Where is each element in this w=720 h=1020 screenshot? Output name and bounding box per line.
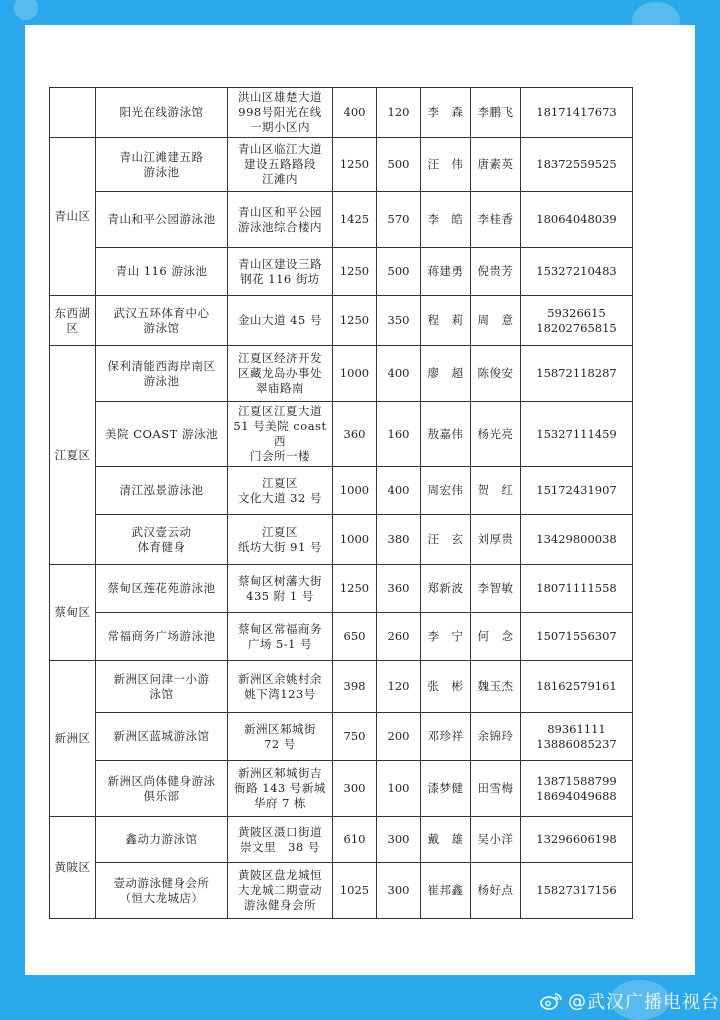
pool-name-cell-line: 武汉壹云动 [131,524,192,539]
phone-cell [521,613,633,661]
pool-name-cell-line: 常福商务广场游泳池 [107,629,216,643]
person2-cell: 田雪梅 [471,761,521,817]
weibo-icon [540,992,562,1010]
address-cell-line: 青山区建设三路 [238,256,322,271]
pool-name-cell-line: 俱乐部 [143,788,180,803]
person1-cell: 李 宁 [421,613,471,661]
pool-name-cell [96,515,228,565]
phone-cell [521,713,633,761]
area-cell: 1025 [333,863,377,919]
pool-name-cell-line: 壹动游泳健身会所 [113,875,210,890]
phone-cell-line: 18162579161 [536,679,617,693]
address-cell-line: 蔡甸区树藩大街 [238,573,322,588]
phone-cell-line: 18372559525 [536,157,617,171]
capacity-cell: 380 [377,515,421,565]
table-row [50,761,633,817]
phone-cell [521,515,633,565]
area-cell: 1000 [333,346,377,402]
person1-cell: 张 彬 [421,661,471,713]
address-cell-line: 纸坊大街 91 号 [238,539,322,554]
phone-cell-line: 15172431907 [536,483,617,497]
pool-name-cell-line: 清江泓景游泳池 [119,483,204,497]
district-cell: 蔡甸区 [50,565,96,661]
phone-cell [521,565,633,613]
person2-cell: 何 念 [471,613,521,661]
pool-name-cell [96,192,228,248]
person2-cell: 唐素英 [471,138,521,192]
address-cell [228,713,333,761]
district-cell: 东西湖区 [50,296,96,346]
address-cell [228,346,333,402]
address-cell-line: 门会所一楼 [250,449,310,463]
phone-cell [521,817,633,863]
address-cell [228,515,333,565]
table-row [50,248,633,296]
pool-name-cell-line: 新洲区问津一小游 [113,671,210,686]
pool-name-cell [96,661,228,713]
area-cell: 1000 [333,515,377,565]
address-cell-line: 新洲区余姚村余 [238,671,322,686]
person2-cell: 余锦玲 [471,713,521,761]
address-cell-line: 新洲区邾城街 [244,721,316,736]
pool-name-cell-line: 体育健身 [137,539,186,554]
table-row [50,817,633,863]
table-row [50,613,633,661]
phone-cell-line: 15327111459 [536,426,617,441]
phone-cell-line: 15071556307 [536,629,617,643]
capacity-cell: 500 [377,138,421,192]
address-cell-line: 区藏龙岛办事处 [238,366,322,380]
pool-name-cell-line: 保利清能西海岸南区 [107,358,216,373]
pool-name-cell-line: 游泳池 [143,164,180,179]
table-row [50,88,633,138]
phone-cell-line: 15327210483 [536,264,617,278]
address-cell-line: 青山区临江大道 [238,142,322,156]
phone-cell [521,88,633,138]
capacity-cell: 200 [377,713,421,761]
pool-name-cell-line: 青山 116 游泳池 [115,264,208,278]
address-cell [228,565,333,613]
address-cell [228,863,333,919]
watermark-at: @ [568,990,587,1012]
address-cell-line: 衙路 143 号新城 [234,781,326,795]
capacity-cell: 400 [377,346,421,402]
watermark-source: 武汉广播电视台 [587,992,720,1013]
address-cell-line: 蔡甸区常福商务 [238,621,322,636]
address-cell-line: 游泳健身会所 [244,898,316,912]
address-cell-line: 翠庙路南 [256,381,304,395]
person2-cell: 魏玉杰 [471,661,521,713]
capacity-cell: 400 [377,467,421,515]
address-cell-line: 金山大道 45 号 [238,313,322,327]
phone-cell [521,296,633,346]
phone-cell [521,467,633,515]
area-cell: 1250 [333,296,377,346]
phone-cell [521,192,633,248]
table-row [50,515,633,565]
table-body [50,88,633,919]
person1-cell: 周宏伟 [421,467,471,515]
address-cell-line: 江夏区 [262,524,298,539]
table-row [50,402,633,467]
address-cell [228,192,333,248]
phone-cell [521,863,633,919]
address-cell-line: 江滩内 [262,172,298,186]
address-cell-line: 广场 5-1 号 [247,636,313,651]
capacity-cell: 160 [377,402,421,467]
phone-cell [521,248,633,296]
pool-name-cell [96,565,228,613]
pool-name-cell-line: 蔡甸区莲花苑游泳池 [107,581,216,595]
address-cell-line: 洪山区雄楚大道 [238,90,322,104]
area-cell: 1250 [333,138,377,192]
capacity-cell: 300 [377,863,421,919]
area-cell: 398 [333,661,377,713]
capacity-cell: 120 [377,88,421,138]
address-cell [228,402,333,467]
person1-cell: 李 皓 [421,192,471,248]
address-cell-line: 黄陂区滠口街道 [238,824,322,839]
pool-name-cell [96,863,228,919]
table-row [50,661,633,713]
person2-cell: 陈俊安 [471,346,521,402]
address-cell-line: 72 号 [264,736,296,751]
pool-table [49,87,633,919]
area-cell: 1425 [333,192,377,248]
address-cell [228,88,333,138]
table-row [50,192,633,248]
address-cell-line: 钢花 116 街坊 [240,271,320,286]
phone-cell-line: 13871588799 [536,773,617,788]
area-cell: 650 [333,613,377,661]
person1-cell: 敖嘉伟 [421,402,471,467]
area-cell: 1000 [333,467,377,515]
pool-name-cell [96,613,228,661]
table-row [50,346,633,402]
area-cell: 610 [333,817,377,863]
pool-name-cell [96,761,228,817]
document-page [25,25,695,975]
capacity-cell: 360 [377,565,421,613]
pool-name-cell-line: 武汉五环体育中心 [113,305,210,320]
person2-cell: 周 意 [471,296,521,346]
pool-name-cell [96,88,228,138]
address-cell-line: 建设五路路段 [244,157,316,171]
phone-cell [521,346,633,402]
person1-cell: 廖 超 [421,346,471,402]
pool-name-cell-line: 新洲区尚体健身游泳 [107,773,216,788]
district-cell: 黄陂区 [50,817,96,919]
address-cell-line: 新洲区邾城街吉 [238,766,322,780]
phone-cell-line: 13429800038 [536,532,617,546]
person1-cell: 邓珍祥 [421,713,471,761]
decor-bubble [14,0,38,20]
person2-cell: 刘厚贵 [471,515,521,565]
capacity-cell: 350 [377,296,421,346]
person1-cell: 程 莉 [421,296,471,346]
table-row [50,863,633,919]
phone-cell-line: 15827317156 [536,883,617,897]
address-cell-line: 崇文里 38 号 [240,839,320,854]
address-cell-line: 姚下湾123号 [244,686,316,701]
person1-cell: 汪 伟 [421,138,471,192]
phone-cell-line: 18202765815 [536,320,617,335]
address-cell [228,613,333,661]
address-cell-line: 998号阳光在线 [238,105,322,119]
address-cell [228,761,333,817]
phone-cell [521,402,633,467]
table-row [50,565,633,613]
phone-cell-line: 18694049688 [536,788,617,803]
address-cell-line: 江夏区 [262,475,298,490]
person1-cell: 李 森 [421,88,471,138]
person1-cell: 郑新波 [421,565,471,613]
person1-cell: 漆梦健 [421,761,471,817]
address-cell-line: 华府 7 栋 [253,796,307,810]
person1-cell: 崔邦鑫 [421,863,471,919]
person2-cell: 吴小洋 [471,817,521,863]
district-cell [50,88,96,138]
phone-cell-line: 59326615 [547,305,606,320]
address-cell-line: 游泳池综合楼内 [238,219,322,234]
address-cell [228,138,333,192]
person2-cell: 李智敏 [471,565,521,613]
person1-cell: 戴 雄 [421,817,471,863]
person1-cell: 蒋建勇 [421,248,471,296]
area-cell: 1250 [333,248,377,296]
pool-name-cell-line: 游泳馆 [143,320,180,335]
address-cell [228,296,333,346]
phone-cell-line: 18064048039 [536,212,617,226]
pool-name-cell [96,713,228,761]
district-cell: 新洲区 [50,661,96,817]
phone-cell-line: 13296606198 [536,832,617,846]
capacity-cell: 570 [377,192,421,248]
area-cell: 1250 [333,565,377,613]
pool-name-cell-line: 青山江滩建五路 [119,149,204,164]
address-cell-line: 江夏区经济开发 [238,351,322,365]
phone-cell-line: 89361111 [547,721,606,736]
person2-cell: 贺 红 [471,467,521,515]
table-row [50,467,633,515]
phone-cell-line: 18071111558 [536,581,617,595]
person1-cell: 汪 玄 [421,515,471,565]
district-cell: 江夏区 [50,346,96,565]
pool-name-cell [96,346,228,402]
address-cell [228,661,333,713]
address-cell-line: 江夏区江夏大道 [238,404,322,418]
pool-name-cell [96,402,228,467]
pool-name-cell-line: 游泳池 [143,373,180,388]
pool-name-cell [96,817,228,863]
address-cell [228,467,333,515]
capacity-cell: 300 [377,817,421,863]
phone-cell-line: 13886085237 [536,736,617,751]
area-cell: 750 [333,713,377,761]
address-cell-line: 435 附 1 号 [246,588,314,603]
pool-name-cell-line: 鑫动力游泳馆 [125,832,198,846]
phone-cell-line: 18171417673 [536,105,617,119]
capacity-cell: 260 [377,613,421,661]
phone-cell [521,761,633,817]
person2-cell: 倪贵芳 [471,248,521,296]
table-row [50,713,633,761]
capacity-cell: 100 [377,761,421,817]
capacity-cell: 500 [377,248,421,296]
person2-cell: 杨好点 [471,863,521,919]
district-cell: 青山区 [50,138,96,296]
phone-cell [521,661,633,713]
pool-name-cell-line: 青山和平公园游泳池 [107,212,216,226]
address-cell-line: 一期小区内 [250,120,310,134]
area-cell: 300 [333,761,377,817]
address-cell-line: 青山区和平公园 [238,204,322,219]
person2-cell: 李桂香 [471,192,521,248]
table-row [50,138,633,192]
address-cell-line: 文化大道 32 号 [238,490,322,505]
pool-name-cell-line: 美院 COAST 游泳池 [105,426,218,441]
phone-cell [521,138,633,192]
capacity-cell: 120 [377,661,421,713]
pool-name-cell-line: （恒大龙城店） [119,890,204,905]
pool-name-cell [96,138,228,192]
address-cell [228,248,333,296]
pool-name-cell-line: 阳光在线游泳馆 [119,105,204,119]
pool-name-cell [96,467,228,515]
area-cell: 400 [333,88,377,138]
address-cell-line: 51 号美院 coast 西 [233,419,327,448]
pool-name-cell-line: 泳馆 [149,686,174,701]
person2-cell: 李鹏飞 [471,88,521,138]
area-cell: 360 [333,402,377,467]
watermark [540,988,720,1014]
address-cell-line: 黄陂区盘龙城恒 [238,868,322,882]
address-cell [228,817,333,863]
pool-name-cell [96,248,228,296]
address-cell-line: 大龙城二期壹动 [238,883,322,897]
pool-name-cell [96,296,228,346]
person2-cell: 杨光亮 [471,402,521,467]
pool-name-cell-line: 新洲区蓝城游泳馆 [113,729,210,743]
phone-cell-line: 15872118287 [536,366,617,380]
table-row [50,296,633,346]
